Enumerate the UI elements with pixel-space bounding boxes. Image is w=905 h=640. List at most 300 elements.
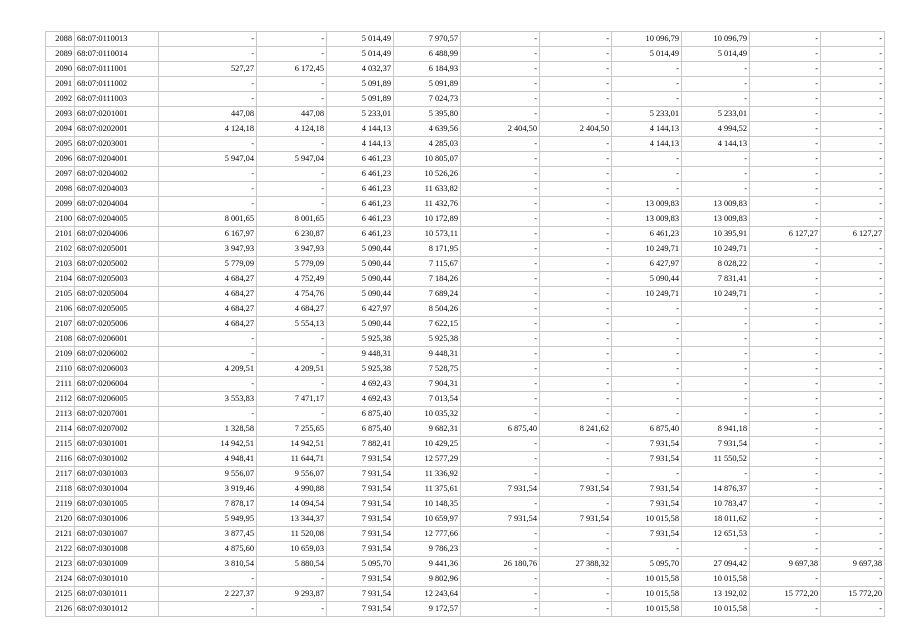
value-cell: -	[750, 392, 821, 407]
value-cell: 4 144,13	[327, 122, 394, 137]
value-cell: 7 528,75	[394, 362, 461, 377]
value-cell: -	[682, 152, 750, 167]
value-cell: 3 919,46	[159, 482, 257, 497]
value-cell: 5 090,44	[327, 242, 394, 257]
value-cell: -	[821, 122, 885, 137]
value-cell: -	[750, 407, 821, 422]
value-cell: -	[159, 182, 257, 197]
row-number-cell: 2108	[46, 332, 75, 347]
value-cell: 7 622,15	[394, 317, 461, 332]
value-cell: -	[540, 377, 612, 392]
value-cell: -	[750, 512, 821, 527]
value-cell: 10 249,71	[612, 242, 682, 257]
value-cell: -	[540, 107, 612, 122]
row-number-cell: 2115	[46, 437, 75, 452]
value-cell: -	[750, 377, 821, 392]
value-cell: 14 094,54	[257, 497, 327, 512]
value-cell: 9 293,87	[257, 587, 327, 602]
row-number-cell: 2125	[46, 587, 75, 602]
table-row	[46, 407, 885, 422]
value-cell: -	[461, 227, 540, 242]
value-cell: 4 684,27	[159, 287, 257, 302]
value-cell: -	[821, 437, 885, 452]
value-cell: -	[461, 182, 540, 197]
value-cell: 6 167,97	[159, 227, 257, 242]
value-cell: 15 772,20	[821, 587, 885, 602]
value-cell: -	[257, 602, 327, 617]
value-cell: 6 184,93	[394, 62, 461, 77]
value-cell: -	[540, 392, 612, 407]
value-cell: -	[257, 92, 327, 107]
value-cell: 2 404,50	[540, 122, 612, 137]
value-cell: 5 014,49	[612, 47, 682, 62]
row-number-cell: 2117	[46, 467, 75, 482]
table-row	[46, 182, 885, 197]
value-cell: 13 192,02	[682, 587, 750, 602]
value-cell: -	[821, 467, 885, 482]
value-cell: -	[821, 197, 885, 212]
value-cell: 6 172,45	[257, 62, 327, 77]
value-cell: 8 001,65	[257, 212, 327, 227]
value-cell: -	[461, 572, 540, 587]
table-row	[46, 317, 885, 332]
value-cell: 10 805,07	[394, 152, 461, 167]
value-cell: 7 931,54	[461, 512, 540, 527]
value-cell: -	[159, 197, 257, 212]
row-number-cell: 2124	[46, 572, 75, 587]
value-cell: 11 432,76	[394, 197, 461, 212]
cadastral-code-cell: 68:07:0301006	[75, 512, 159, 527]
value-cell: 6 127,27	[750, 227, 821, 242]
value-cell: 7 931,54	[327, 542, 394, 557]
value-cell: -	[612, 317, 682, 332]
table-row	[46, 587, 885, 602]
value-cell: 5 014,49	[327, 32, 394, 47]
value-cell: 10 015,58	[682, 602, 750, 617]
value-cell: 8 028,22	[682, 257, 750, 272]
value-cell: -	[750, 62, 821, 77]
value-cell: -	[821, 362, 885, 377]
value-cell: 6 875,40	[612, 422, 682, 437]
row-number-cell: 2098	[46, 182, 75, 197]
cadastral-code-cell: 68:07:0301001	[75, 437, 159, 452]
cadastral-code-cell: 68:07:0205002	[75, 257, 159, 272]
value-cell: -	[461, 602, 540, 617]
value-cell: 9 802,96	[394, 572, 461, 587]
value-cell: 4 948,41	[159, 452, 257, 467]
value-cell: -	[540, 272, 612, 287]
value-cell: -	[461, 347, 540, 362]
value-cell: 7 904,31	[394, 377, 461, 392]
table-row	[46, 512, 885, 527]
value-cell: -	[257, 137, 327, 152]
value-cell: 447,08	[159, 107, 257, 122]
row-number-cell: 2091	[46, 77, 75, 92]
row-number-cell: 2090	[46, 62, 75, 77]
table-row	[46, 62, 885, 77]
cadastral-code-cell: 68:07:0204005	[75, 212, 159, 227]
row-number-cell: 2110	[46, 362, 75, 377]
value-cell: -	[750, 542, 821, 557]
value-cell: -	[750, 272, 821, 287]
value-cell: -	[750, 182, 821, 197]
value-cell: 7 882,41	[327, 437, 394, 452]
table-row	[46, 32, 885, 47]
value-cell: 10 573,11	[394, 227, 461, 242]
value-cell: 4 144,13	[682, 137, 750, 152]
table-row	[46, 167, 885, 182]
value-cell: -	[612, 467, 682, 482]
value-cell: 4 875,60	[159, 542, 257, 557]
value-cell: 10 783,47	[682, 497, 750, 512]
row-number-cell: 2096	[46, 152, 75, 167]
value-cell: -	[540, 587, 612, 602]
value-cell: -	[682, 302, 750, 317]
value-cell: 5 947,04	[159, 152, 257, 167]
value-cell: 27 094,42	[682, 557, 750, 572]
value-cell: -	[257, 572, 327, 587]
value-cell: -	[159, 167, 257, 182]
value-cell: 7 931,54	[540, 482, 612, 497]
value-cell: -	[821, 317, 885, 332]
table-row	[46, 197, 885, 212]
value-cell: -	[821, 62, 885, 77]
value-cell: -	[682, 362, 750, 377]
table-row	[46, 482, 885, 497]
value-cell: 10 249,71	[612, 287, 682, 302]
table-row	[46, 302, 885, 317]
value-cell: 5 233,01	[327, 107, 394, 122]
value-cell: 7 970,57	[394, 32, 461, 47]
row-number-cell: 2120	[46, 512, 75, 527]
cadastral-code-cell: 68:07:0206003	[75, 362, 159, 377]
value-cell: -	[682, 77, 750, 92]
value-cell: -	[750, 122, 821, 137]
table-row	[46, 452, 885, 467]
value-cell: 10 015,58	[612, 572, 682, 587]
value-cell: -	[821, 527, 885, 542]
value-cell: 2 404,50	[461, 122, 540, 137]
value-cell: -	[540, 362, 612, 377]
value-cell: -	[821, 422, 885, 437]
value-cell: -	[540, 62, 612, 77]
value-cell: -	[540, 407, 612, 422]
value-cell: -	[461, 497, 540, 512]
value-cell: 5 091,89	[394, 77, 461, 92]
value-cell: -	[821, 32, 885, 47]
table-row	[46, 332, 885, 347]
value-cell: -	[750, 242, 821, 257]
value-cell: -	[682, 377, 750, 392]
value-cell: -	[159, 377, 257, 392]
value-cell: -	[612, 152, 682, 167]
value-cell: -	[461, 152, 540, 167]
value-cell: 9 448,31	[394, 347, 461, 362]
value-cell: -	[821, 572, 885, 587]
value-cell: -	[750, 497, 821, 512]
cadastral-code-cell: 68:07:0110014	[75, 47, 159, 62]
value-cell: -	[257, 77, 327, 92]
value-cell: 6 461,23	[327, 152, 394, 167]
value-cell: 5 395,80	[394, 107, 461, 122]
value-cell: -	[540, 332, 612, 347]
value-cell: 6 427,97	[327, 302, 394, 317]
value-cell: -	[612, 362, 682, 377]
table-row	[46, 47, 885, 62]
value-cell: -	[461, 407, 540, 422]
value-cell: -	[821, 452, 885, 467]
value-cell: 3 877,45	[159, 527, 257, 542]
cadastral-code-cell: 68:07:0301005	[75, 497, 159, 512]
value-cell: -	[257, 197, 327, 212]
value-cell: 5 095,70	[327, 557, 394, 572]
row-number-cell: 2092	[46, 92, 75, 107]
value-cell: 4 124,18	[257, 122, 327, 137]
value-cell: 8 504,26	[394, 302, 461, 317]
value-cell: -	[257, 167, 327, 182]
value-cell: 2 227,37	[159, 587, 257, 602]
value-cell: 7 931,54	[540, 512, 612, 527]
value-cell: -	[612, 392, 682, 407]
value-cell: 4 285,03	[394, 137, 461, 152]
value-cell: 4 684,27	[257, 302, 327, 317]
value-cell: -	[750, 197, 821, 212]
value-cell: -	[750, 302, 821, 317]
table-row	[46, 287, 885, 302]
value-cell: 11 375,61	[394, 482, 461, 497]
row-number-cell: 2101	[46, 227, 75, 242]
value-cell: -	[159, 47, 257, 62]
value-cell: -	[540, 542, 612, 557]
value-cell: -	[461, 32, 540, 47]
value-cell: -	[540, 467, 612, 482]
value-cell: -	[682, 467, 750, 482]
table-row	[46, 107, 885, 122]
value-cell: -	[461, 392, 540, 407]
value-cell: 8 241,62	[540, 422, 612, 437]
value-cell: 5 014,49	[327, 47, 394, 62]
value-cell: -	[461, 47, 540, 62]
value-cell: 5 090,44	[327, 257, 394, 272]
row-number-cell: 2109	[46, 347, 75, 362]
value-cell: -	[461, 212, 540, 227]
value-cell: 10 395,91	[682, 227, 750, 242]
value-cell: -	[612, 332, 682, 347]
cadastral-code-cell: 68:07:0206004	[75, 377, 159, 392]
value-cell: 6 461,23	[327, 197, 394, 212]
value-cell: 9 441,36	[394, 557, 461, 572]
value-cell: 12 577,29	[394, 452, 461, 467]
value-cell: 9 556,07	[257, 467, 327, 482]
value-cell: 7 931,54	[327, 497, 394, 512]
value-cell: -	[821, 212, 885, 227]
value-cell: 10 035,32	[394, 407, 461, 422]
value-cell: 7 013,54	[394, 392, 461, 407]
table-row	[46, 602, 885, 617]
cadastral-code-cell: 68:07:0110013	[75, 32, 159, 47]
value-cell: 18 011,62	[682, 512, 750, 527]
value-cell: -	[461, 257, 540, 272]
value-cell: -	[257, 32, 327, 47]
value-cell: -	[461, 242, 540, 257]
value-cell: 5 779,09	[257, 257, 327, 272]
table-row	[46, 527, 885, 542]
value-cell: 14 942,51	[257, 437, 327, 452]
value-cell: 14 942,51	[159, 437, 257, 452]
value-cell: -	[159, 92, 257, 107]
value-cell: -	[461, 437, 540, 452]
value-cell: -	[257, 377, 327, 392]
value-cell: 12 651,53	[682, 527, 750, 542]
row-number-cell: 2111	[46, 377, 75, 392]
value-cell: 7 931,54	[612, 482, 682, 497]
value-cell: -	[461, 467, 540, 482]
value-cell: -	[461, 377, 540, 392]
table-row	[46, 542, 885, 557]
value-cell: 4 684,27	[159, 302, 257, 317]
cadastral-code-cell: 68:07:0204002	[75, 167, 159, 182]
value-cell: -	[682, 92, 750, 107]
value-cell: 6 461,23	[327, 182, 394, 197]
value-cell: -	[540, 437, 612, 452]
table-row	[46, 422, 885, 437]
value-cell: 6 427,97	[612, 257, 682, 272]
value-cell: 1 328,58	[159, 422, 257, 437]
value-cell: 7 931,54	[612, 452, 682, 467]
value-cell: 4 639,56	[394, 122, 461, 137]
value-cell: 6 127,27	[821, 227, 885, 242]
value-cell: 10 015,58	[682, 572, 750, 587]
table-row	[46, 362, 885, 377]
row-number-cell: 2122	[46, 542, 75, 557]
value-cell: 6 461,23	[327, 227, 394, 242]
value-cell: 7 184,26	[394, 272, 461, 287]
value-cell: 7 931,54	[327, 572, 394, 587]
value-cell: 7 024,73	[394, 92, 461, 107]
value-cell: -	[750, 92, 821, 107]
value-cell: 7 931,54	[327, 482, 394, 497]
cadastral-code-cell: 68:07:0204004	[75, 197, 159, 212]
value-cell: -	[821, 242, 885, 257]
value-cell: -	[750, 482, 821, 497]
value-cell: -	[612, 167, 682, 182]
value-cell: 7 931,54	[612, 497, 682, 512]
value-cell: 4 209,51	[257, 362, 327, 377]
value-cell: 447,08	[257, 107, 327, 122]
value-cell: -	[821, 77, 885, 92]
value-cell: -	[461, 167, 540, 182]
value-cell: 5 233,01	[612, 107, 682, 122]
value-cell: 5 925,38	[327, 362, 394, 377]
value-cell: -	[750, 362, 821, 377]
cadastral-code-cell: 68:07:0301008	[75, 542, 159, 557]
value-cell: 6 461,23	[327, 212, 394, 227]
value-cell: -	[821, 182, 885, 197]
cadastral-code-cell: 68:07:0301004	[75, 482, 159, 497]
value-cell: -	[612, 92, 682, 107]
value-cell: 7 931,54	[327, 602, 394, 617]
value-cell: -	[750, 527, 821, 542]
value-cell: -	[461, 332, 540, 347]
row-number-cell: 2105	[46, 287, 75, 302]
value-cell: 6 875,40	[327, 422, 394, 437]
cadastral-code-cell: 68:07:0207001	[75, 407, 159, 422]
value-cell: 12 777,66	[394, 527, 461, 542]
value-cell: 4 144,13	[612, 137, 682, 152]
cadastral-code-cell: 68:07:0204006	[75, 227, 159, 242]
value-cell: -	[461, 92, 540, 107]
value-cell: -	[821, 602, 885, 617]
value-cell: 5 091,89	[327, 77, 394, 92]
value-cell: 11 644,71	[257, 452, 327, 467]
value-cell: 10 096,79	[682, 32, 750, 47]
table-row	[46, 122, 885, 137]
value-cell: -	[750, 317, 821, 332]
value-cell: 5 014,49	[682, 47, 750, 62]
cadastral-code-cell: 68:07:0205004	[75, 287, 159, 302]
value-cell: -	[540, 182, 612, 197]
value-cell: 15 772,20	[750, 587, 821, 602]
value-cell: -	[750, 107, 821, 122]
cadastral-code-cell: 68:07:0202001	[75, 122, 159, 137]
value-cell: 11 336,92	[394, 467, 461, 482]
row-number-cell: 2095	[46, 137, 75, 152]
value-cell: 5 880,54	[257, 557, 327, 572]
value-cell: 7 931,54	[327, 527, 394, 542]
value-cell: -	[750, 437, 821, 452]
value-cell: -	[159, 332, 257, 347]
value-cell: 5 233,01	[682, 107, 750, 122]
value-cell: 9 556,07	[159, 467, 257, 482]
value-cell: 4 990,88	[257, 482, 327, 497]
row-number-cell: 2093	[46, 107, 75, 122]
table-row	[46, 437, 885, 452]
value-cell: 7 931,54	[327, 467, 394, 482]
value-cell: 4 994,52	[682, 122, 750, 137]
value-cell: 4 754,76	[257, 287, 327, 302]
value-cell: -	[821, 482, 885, 497]
value-cell: 5 949,95	[159, 512, 257, 527]
value-cell: 13 009,83	[612, 212, 682, 227]
value-cell: -	[540, 47, 612, 62]
value-cell: -	[750, 347, 821, 362]
value-cell: 4 032,37	[327, 62, 394, 77]
cadastral-code-cell: 68:07:0205001	[75, 242, 159, 257]
table-row	[46, 467, 885, 482]
row-number-cell: 2106	[46, 302, 75, 317]
value-cell: -	[540, 527, 612, 542]
value-cell: -	[257, 407, 327, 422]
value-cell: 7 931,54	[327, 452, 394, 467]
cadastral-code-cell: 68:07:0111002	[75, 77, 159, 92]
value-cell: -	[750, 452, 821, 467]
value-cell: 5 779,09	[159, 257, 257, 272]
table-row	[46, 497, 885, 512]
value-cell: -	[159, 602, 257, 617]
cadastral-code-cell: 68:07:0204003	[75, 182, 159, 197]
value-cell: -	[461, 137, 540, 152]
row-number-cell: 2094	[46, 122, 75, 137]
value-cell: -	[750, 332, 821, 347]
cadastral-code-cell: 68:07:0301003	[75, 467, 159, 482]
value-cell: -	[540, 452, 612, 467]
cadastral-code-cell: 68:07:0111001	[75, 62, 159, 77]
value-cell: 7 931,54	[327, 587, 394, 602]
row-number-cell: 2088	[46, 32, 75, 47]
value-cell: -	[159, 32, 257, 47]
value-cell: -	[540, 32, 612, 47]
value-cell: -	[821, 272, 885, 287]
